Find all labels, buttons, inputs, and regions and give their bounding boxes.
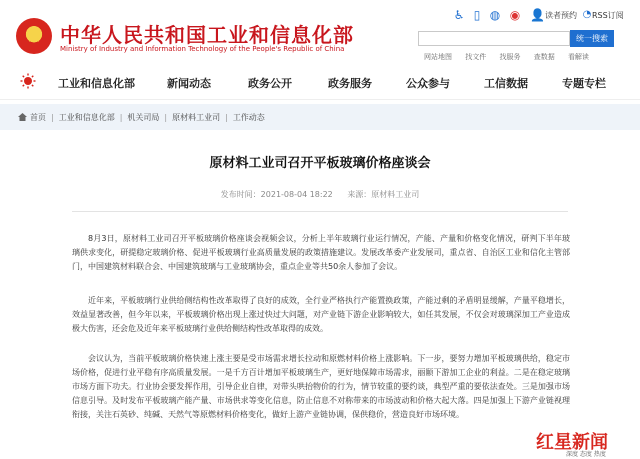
rss-link[interactable]: RSS订阅 [592,11,624,20]
quick-link-files[interactable]: 找文件 [465,53,487,61]
quick-link-interpretation[interactable]: 看解读 [567,53,589,61]
nav-item-data[interactable]: 工信数据 [484,77,528,90]
mobile-icon[interactable]: ▯ [473,8,481,22]
breadcrumb [18,112,265,123]
quick-link-data[interactable]: 查数据 [533,53,555,61]
article-paragraph: 8月3日，原材料工业司召开平板玻璃价格座谈会视频会议，分析上半年玻璃行业运行情况，产能、产量和价格变化情况，研判下半年玻璃供求变化，研提稳定玻璃价格、促进平板玻璃行业高质量发展的政策措施建议。发展改革委产业发展司，重点省、自治区工业和信化主管部门，中国建筑材料联合会、中国建筑玻璃与工业玻璃协会，重点企业等共50余人参加了会议。 [72,234,570,271]
rss-icon: ◔ [582,9,592,20]
nav-item-gov-affairs[interactable]: 政务公开 [248,77,292,90]
main-nav [0,64,640,100]
search-button[interactable]: 统一搜索 [570,30,614,47]
user-icon: 👤 [530,8,545,22]
site-header [0,0,640,64]
title-divider [72,211,568,212]
article-source: 来源：原材料工业司 [347,190,420,199]
reader-reservation-link[interactable]: 读者预约 [545,11,577,20]
nav-item-gov-services[interactable]: 政务服务 [328,77,372,90]
article-paragraph: 会议认为，当前平板玻璃价格快速上涨主要是受市场需求增长拉动和原燃材料价格上涨影响。下一步，要努力增加平板玻璃供给，稳定市场价格，促进行业平稳有序高质量发展。一是千方百计增加平板玻璃生产，更好地保障市场需求，丽颐下游加工企业的利益。二是在稳定玻璃市场方面下功夫。行业协会要发挥作用，引导企业自律，对带头哄抬物价的行为，情节较重的要约谈，典型严重的要依法查处。三是加强市场信息引导。及时发布平板玻璃产能产量、市场供求等变化信息，防止信息不对称带来的市场波动和价格大起大落。四是加强上下游产业链视理衔接，关注石英砂、纯碱、天然气等原燃材料价格变化，做好上游产业链协调，保供稳价，营造良好市场环境。 [72,354,570,419]
national-emblem-icon[interactable] [16,18,52,54]
breadcrumb-work-news[interactable]: 工作动态 [232,113,265,122]
search-input[interactable] [418,31,570,46]
article-meta [0,189,640,200]
nav-item-news[interactable]: 新闻动态 [167,77,211,90]
watermark-text: 红星新闻 [536,432,608,453]
breadcrumb-departments[interactable]: 机关司局 [127,113,160,122]
breadcrumb-separator: | [225,113,228,122]
breadcrumb-separator: | [119,113,123,122]
breadcrumb-separator: | [164,113,168,122]
breadcrumb-bar [0,104,640,130]
nav-item-public-participation[interactable]: 公众参与 [406,77,450,90]
breadcrumb-separator: | [51,113,54,122]
site-title[interactable]: 中华人民共和国工业和信息化部 [60,23,354,47]
breadcrumb-home[interactable]: 首页 [30,113,46,122]
news-watermark-logo [536,428,636,456]
quick-link-services[interactable]: 找服务 [499,53,521,61]
article-title: 原材料工业司召开平板玻璃价格座谈会 [209,156,431,171]
accessibility-icon[interactable]: ♿ [453,8,465,22]
sun-home-icon[interactable] [20,73,36,89]
site-subtitle: Ministry of Industry and Information Technology of the People's Republic of China [60,45,345,53]
watermark-slogan: 深度 态度 热度 [566,451,606,458]
breadcrumb-ministry[interactable]: 工业和信息化部 [58,113,115,122]
quick-links [424,52,600,62]
breadcrumb-raw-materials-dept[interactable]: 原材料工业司 [172,113,221,122]
wechat-icon[interactable]: ◍ [489,8,501,22]
quick-link-sitemap[interactable]: 网站地图 [424,53,452,61]
article-paragraph: 近年来，平板玻璃行业供给侧结构性改革取得了良好的成效，全行业严格执行产能置换政策，产能过剩的矛盾明显缓解，产量平稳增长，效益显著改善，但今年以来，平板玻璃价格出现上涨过快过大问题，对产业链下游企业影响较大，如任其发展，不仅会对玻璃深加工产业造成极大伤害，还会危及近年来平板玻璃行业供给侧结构性改革取得的成效。 [72,296,570,333]
home-icon [18,113,27,121]
nav-item-ministry[interactable]: 工业和信息化部 [58,77,135,90]
publish-date: 发布时间：2021-08-04 18:22 [220,190,333,199]
nav-item-special-topics[interactable]: 专题专栏 [562,77,606,90]
weibo-icon[interactable]: ◉ [509,8,521,22]
